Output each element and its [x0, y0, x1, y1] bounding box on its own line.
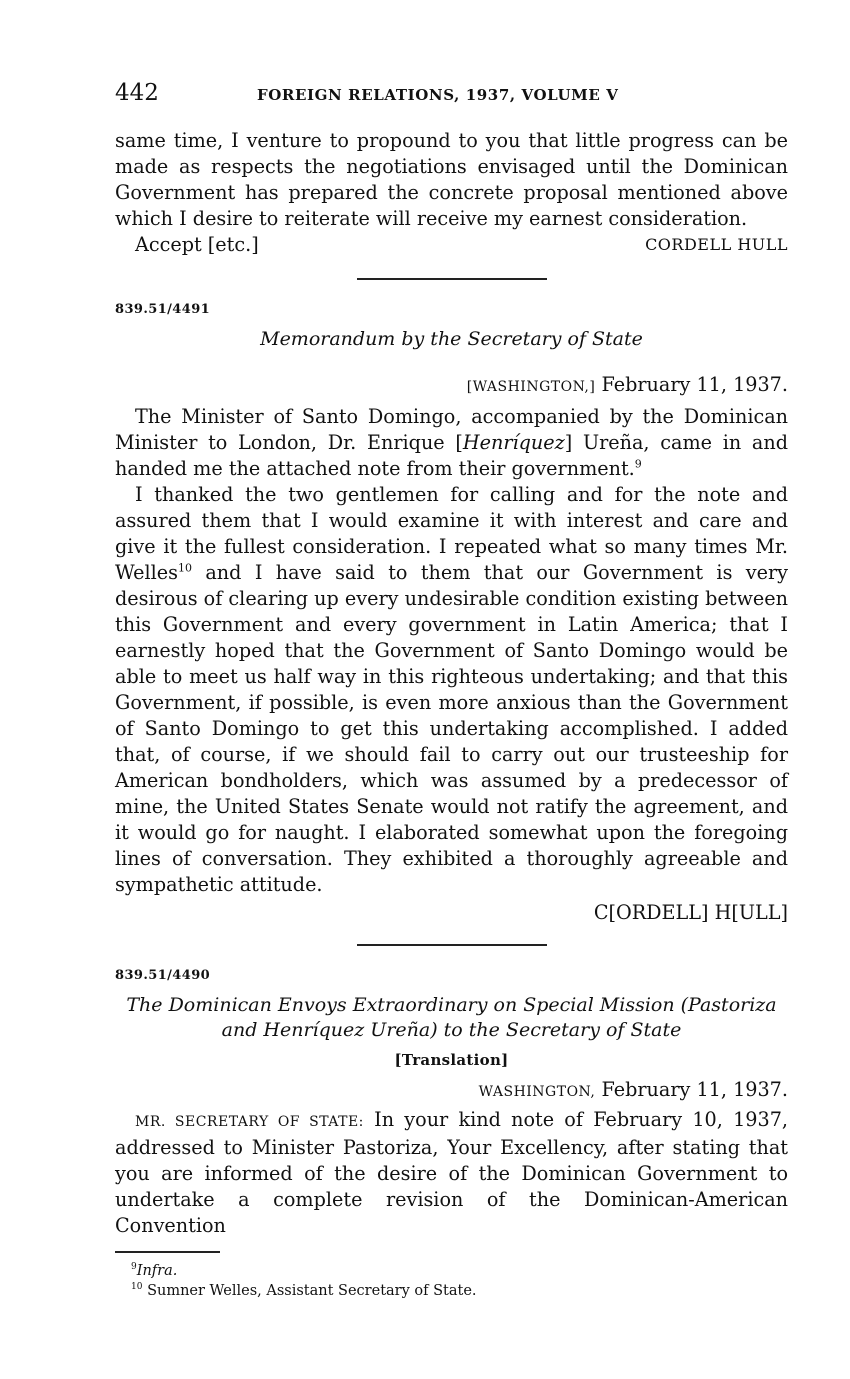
footnote-ref: 9: [634, 457, 642, 471]
dateline-place: [WASHINGTON,]: [466, 379, 596, 395]
memo-paragraph-2: [115, 482, 788, 898]
dateline: [115, 372, 788, 400]
footnote: [115, 1261, 788, 1281]
closing-text: Accept [etc.]: [135, 233, 259, 256]
memo-signature: C[ORDELL] H[ULL]: [593, 901, 788, 924]
dateline-date: February 11, 1937.: [601, 373, 788, 396]
text-run: ] Ureña, came in and handed me the attached note from their government.: [115, 431, 788, 480]
footnotes: [115, 1261, 788, 1301]
footnote-text: Sumner Welles, Assistant Secretary of State.: [147, 1283, 477, 1299]
footnote-ref: 10: [178, 561, 192, 575]
dateline-place: WASHINGTON,: [478, 1084, 596, 1100]
text-run: I thanked the two gentlemen for calling and for the note and assured them that I would examine it with interest and care and give it the fullest consideration. I repeated what so many times Mr. Welles: [115, 483, 788, 584]
running-title: FOREIGN RELATIONS, 1937, VOLUME V: [257, 86, 619, 104]
continuation-paragraph: same time, I venture to propound to you that little progress can be made as respects the negotiations envisaged until the Dominican Government has prepared the concrete proposal mentioned above which I desire to reiterate will receive my earnest consideration.: [115, 129, 788, 230]
footnote-number: 9: [131, 1262, 137, 1273]
footnote-number: 10: [131, 1282, 143, 1293]
document-title: The Dominican Envoys Extraordinary on Special Mission (Pastoriza and Henríquez Ureña) to the Secretary of State: [126, 994, 777, 1041]
memo-paragraph-1: [115, 404, 788, 482]
document-title: Memorandum by the Secretary of State: [260, 328, 643, 350]
translation-note: [Translation]: [394, 1051, 509, 1069]
page-header: [115, 80, 788, 116]
signature: CORDELL HULL: [645, 235, 788, 254]
salutation: MR. SECRETARY OF STATE:: [135, 1114, 364, 1130]
footnote-text: Infra.: [136, 1263, 178, 1279]
file-reference: 839.51/4490: [115, 968, 211, 983]
italic-name: Henríquez: [462, 431, 565, 454]
file-reference: 839.51/4491: [115, 302, 211, 317]
section-divider: [357, 278, 547, 280]
text-run: and I have said to them that our Government is very desirous of clearing up every undesirable condition existing between this Government and every government in Latin America; that I earnestly hoped that the Government of Santo Domingo would be able to meet us half way in this righteous undertaking; and that this Government, if possible, is even more anxious than the Government of Santo Domingo to get this undertaking accomplished. I added that, of course, if we should fail to carry out our trusteeship for American bondholders, which was assumed by a predecessor of mine, the United States Senate would not ratify the agreement, and it would go for naught. I elaborated somewhat upon the foregoing lines of conversation. They exhibited a thoroughly agreeable and sympathetic attitude.: [115, 561, 788, 896]
text-run: In your kind note of February 10, 1937, addressed to Minister Pastoriza, Your Excellency, after stating that you are informed of the desire of the Dominican Government to undertake a complete revision of the Dominican-American Convention: [115, 1108, 789, 1237]
footnote-divider: [115, 1251, 220, 1253]
section-divider: [357, 944, 547, 946]
dateline: [115, 1077, 788, 1105]
dateline-date: February 11, 1937.: [601, 1078, 788, 1101]
text-run: The Minister of Santo Domingo, accompanied by the Dominican Minister to London, Dr. Enrique [: [115, 405, 788, 454]
footnote: [115, 1281, 788, 1301]
letter-paragraph: [115, 1107, 788, 1239]
closing-row: [115, 232, 788, 258]
document-page: [115, 80, 788, 1301]
page-number: 442: [115, 80, 159, 106]
